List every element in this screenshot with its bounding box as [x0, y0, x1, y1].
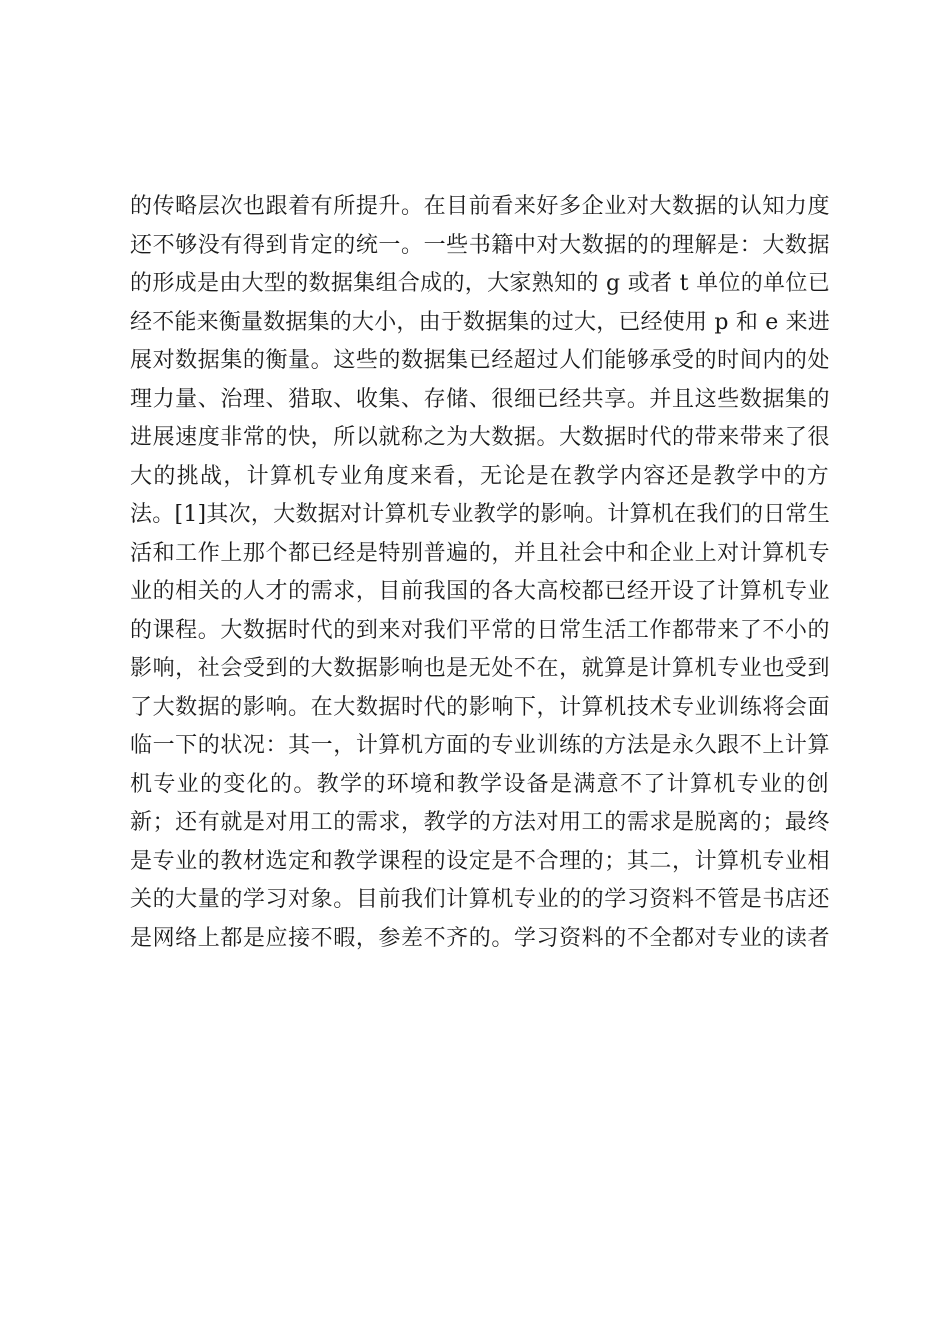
text-line: 经不能来衡量数据集的大小，由于数据集的过大，已经使用 p 和 e 来进 — [130, 309, 831, 335]
text-line: 业的相关的人才的需求，目前我国的各大高校都已经开设了计算机专业 — [130, 579, 830, 604]
text-line: 大的挑战，计算机专业角度来看，无论是在教学内容还是教学中的方 — [130, 463, 830, 489]
text-line: 还不够没有得到肯定的统一。一些书籍中对大数据的的理解是：大数据 — [130, 232, 830, 258]
text-line: 新；还有就是对用工的需求，教学的方法对用工的需求是脱离的；最终 — [130, 810, 830, 835]
text-line: 是网络上都是应接不暇，参差不齐的。学习资料的不全都对专业的读者 — [130, 925, 830, 951]
text-line: 的形成是由大型的数据集组合成的，大家熟知的 g 或者 t 单位的单位已 — [130, 271, 830, 296]
text-line: 法。[1]其次，大数据对计算机专业教学的影响。计算机在我们的日常生 — [130, 502, 830, 527]
text-line: 机专业的变化的。教学的环境和教学设备是满意不了计算机专业的创 — [130, 771, 830, 797]
text-line: 进展速度非常的快，所以就称之为大数据。大数据时代的带来带来了很 — [130, 425, 830, 450]
text-line: 关的大量的学习对象。目前我们计算机专业的的学习资料不管是书店还 — [130, 887, 830, 912]
text-line: 是专业的教材选定和教学课程的设定是不合理的；其二，计算机专业相 — [130, 848, 830, 874]
text-line: 影响，社会受到的大数据影响也是无处不在，就算是计算机专业也受到 — [130, 656, 830, 681]
text-line: 理力量、治理、猎取、收集、存储、很细已经共享。并且这些数据集的 — [130, 386, 830, 412]
text-line: 的传略层次也跟着有所提升。在目前看来好多企业对大数据的认知力度 — [130, 194, 830, 219]
text-line: 活和工作上那个都已经是特别普遍的，并且社会中和企业上对计算机专 — [130, 540, 830, 566]
text-line: 展对数据集的衡量。这些的数据集已经超过人们能够承受的时间内的处 — [130, 348, 830, 373]
body-text — [130, 188, 830, 958]
text-line: 临一下的状况：其一，计算机方面的专业训练的方法是永久跟不上计算 — [130, 733, 830, 758]
text-line: 了大数据的影响。在大数据时代的影响下，计算机技术专业训练将会面 — [130, 694, 830, 720]
text-line: 的课程。大数据时代的到来对我们平常的日常生活工作都带来了不小的 — [130, 617, 830, 643]
